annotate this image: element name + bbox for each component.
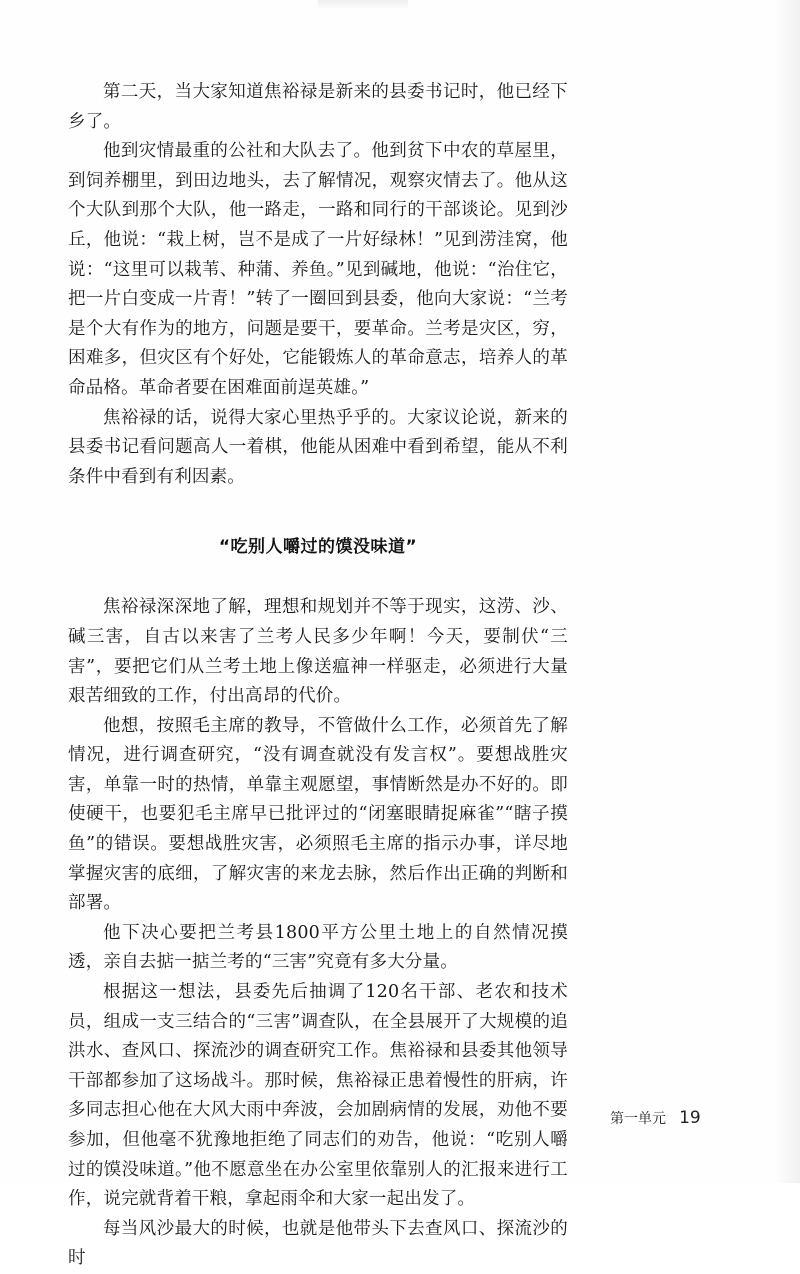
paragraph-4: 焦裕禄深深地了解，理想和规划并不等于现实，这涝、沙、碱三害，自古以来害了兰考人民多少年啊！今天，要制伏“三害”，要把它们从兰考土地上像送瘟神一样驱走，必须进行大量艰苦细致的工作，付出高昂的代价。 bbox=[68, 597, 568, 707]
section-heading: “吃别人嚼过的馍没味道” bbox=[218, 537, 418, 558]
paragraph-6: 他下决心要把兰考县1800平方公里土地上的自然情况摸透，亲自去掂一掂兰考的“三害”究竟有多大分量。 bbox=[68, 922, 568, 973]
page-footer bbox=[610, 1108, 701, 1128]
paragraph-5: 他想，按照毛主席的教导，不管做什么工作，必须首先了解情况，进行调查研究，“没有调查就没有发言权”。要想战胜灾害，单靠一时的热情，单靠主观愿望，事情断然是办不好的。即使硬干，也要犯毛主席早已批评过的“闭塞眼睛捉麻雀”“瞎子摸鱼”的错误。要想战胜灾害，必须照毛主席的指示办事，详尽地掌握灾害的底细，了解灾害的来龙去脉，然后作出正确的判断和部署。 bbox=[68, 715, 568, 914]
paragraph-2: 他到灾情最重的公社和大队去了。他到贫下中农的草屋里，到饲养棚里，到田边地头，去了解情况，观察灾情去了。他从这个大队到那个大队，他一路走，一路和同行的干部谈论。见到沙丘，他说：“栽上树，岂不是成了一片好绿林！”见到涝洼窝，他说：“这里可以栽苇、种蒲、养鱼。”见到碱地，他说：“治住它，把一片白变成一片青！”转了一圈回到县委，他向大家说：“兰考是个大有作为的地方，问题是要干，要革命。兰考是灾区，穷，困难多，但灾区有个好处，它能锻炼人的革命意志，培养人的革命品格。革命者要在困难面前逞英雄。” bbox=[68, 141, 568, 398]
page-edge-shadow bbox=[776, 0, 800, 1183]
page-body bbox=[68, 78, 568, 1274]
unit-label: 第一单元 bbox=[610, 1111, 666, 1127]
paragraph-7: 根据这一想法，县委先后抽调了120名干部、老农和技术员，组成一支三结合的“三害”调查队，在全县展开了大规模的追洪水、查风口、探流沙的调查研究工作。焦裕禄和县委其他领导干部都参加了这场战斗。那时候，焦裕禄正患着慢性的肝病，许多同志担心他在大风大雨中奔波，会加剧病情的发展，劝他不要参加，但他毫不犹豫地拒绝了同志们的劝告，他说：“吃别人嚼过的馍没味道。”他不愿意坐在办公室里依靠别人的汇报来进行工作，说完就背着干粮，拿起雨伞和大家一起出发了。 bbox=[68, 982, 568, 1210]
page-number: 19 bbox=[679, 1108, 701, 1128]
scan-artifact bbox=[318, 0, 408, 8]
paragraph-8: 每当风沙最大的时候，也就是他带头下去查风口、探流沙的时 bbox=[68, 1218, 568, 1269]
paragraph-3: 焦裕禄的话，说得大家心里热乎乎的。大家议论说，新来的县委书记看问题高人一着棋，他能从困难中看到希望，能从不利条件中看到有利因素。 bbox=[68, 407, 568, 487]
paragraph-1: 第二天，当大家知道焦裕禄是新来的县委书记时，他已经下乡了。 bbox=[68, 82, 568, 132]
